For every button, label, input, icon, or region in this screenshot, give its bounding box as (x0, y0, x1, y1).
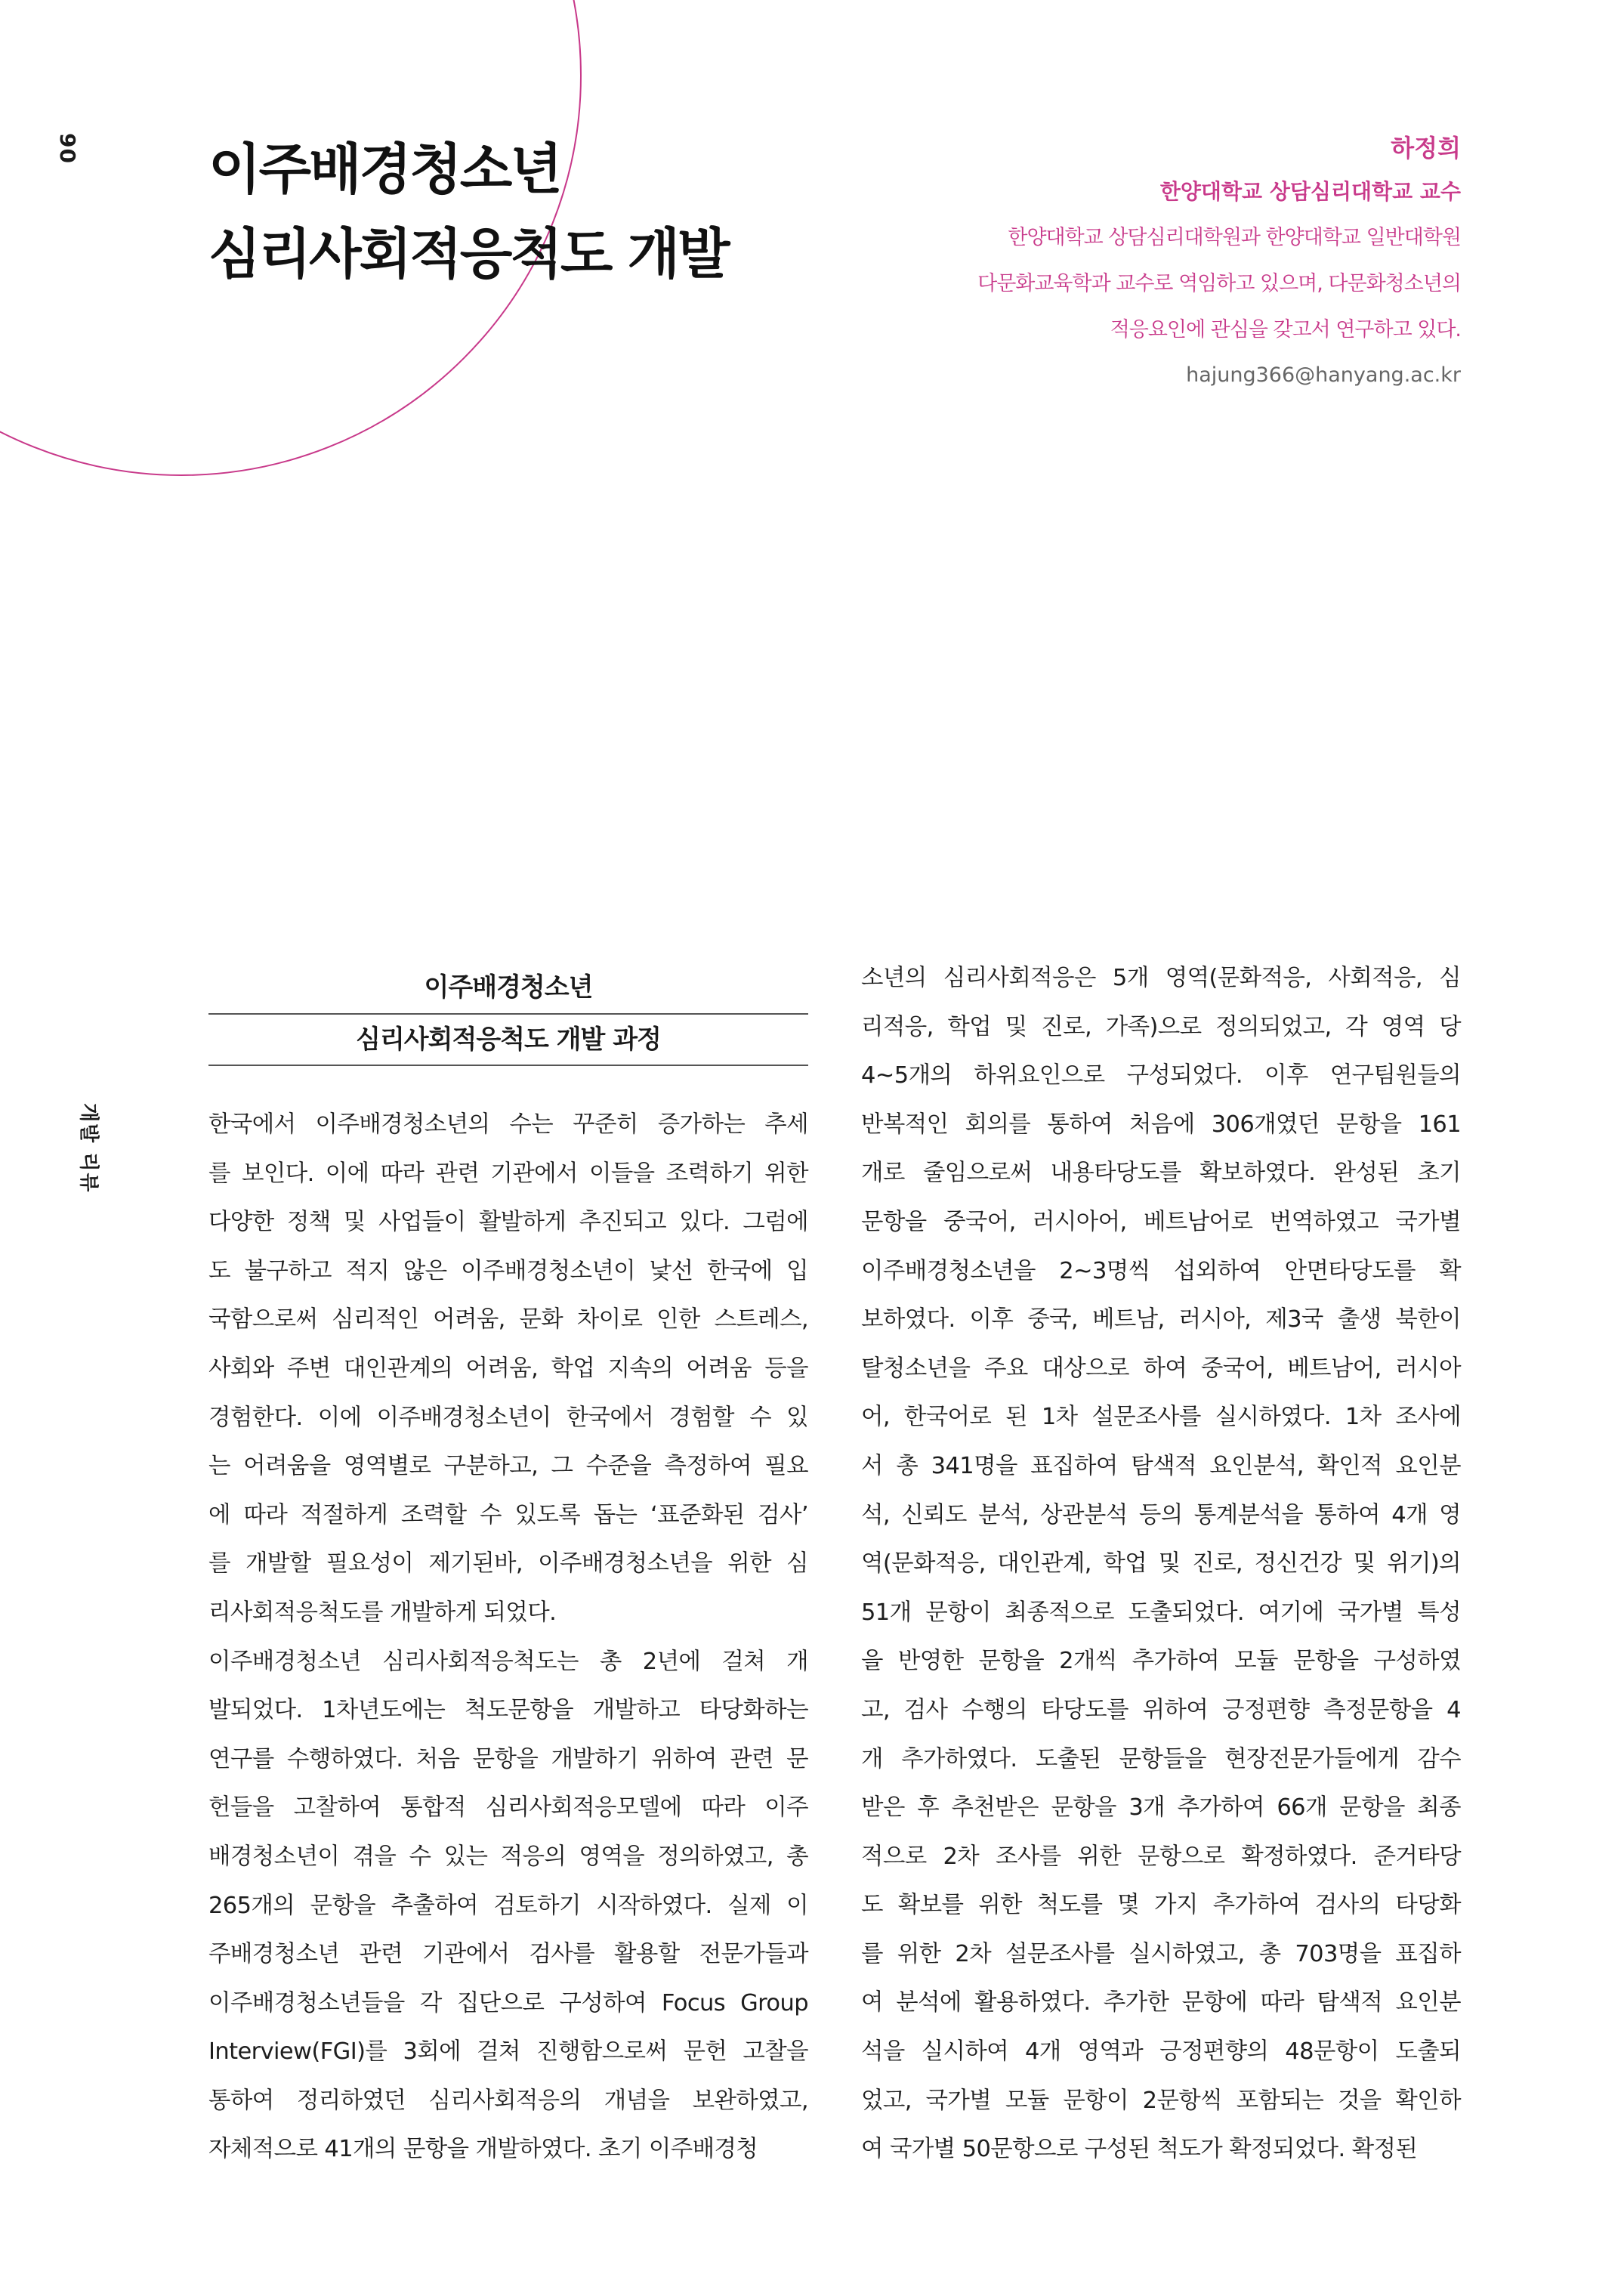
body-text-line: 반복적인 회의를 통하여 처음에 306개였던 문항을 161 (861, 1111, 1461, 1138)
section-heading-line-1: 이주배경청소년 (208, 963, 808, 1015)
section-heading (208, 963, 808, 1066)
body-column-left (208, 1101, 808, 2174)
body-text-line: 고, 검사 수행의 타당도를 위하여 긍정편향 측정문항을 4 (861, 1696, 1461, 1723)
section-heading-line-2: 심리사회적응척도 개발 과정 (208, 1015, 808, 1066)
body-text-line: 보하였다. 이후 중국, 베트남, 러시아, 제3국 출생 북한이 (861, 1306, 1461, 1333)
side-section-label: 개발 리뷰 (77, 1103, 100, 1194)
body-text-line: Interview(FGI)를 3회에 걸쳐 진행함으로써 문헌 고찰을 (208, 2038, 808, 2066)
body-text-line: 발되었다. 1차년도에는 척도문항을 개발하고 타당화하는 (208, 1697, 808, 1724)
title-line-1: 이주배경청소년 (208, 138, 560, 201)
author-bio-line: 한양대학교 상담심리대학원과 한양대학교 일반대학원 (1008, 226, 1461, 249)
body-text-line: 경험한다. 이에 이주배경청소년이 한국에서 경험할 수 있 (208, 1404, 808, 1431)
author-email: hajung366@hanyang.ac.kr (1186, 363, 1461, 387)
body-text-line: 문항을 중국어, 러시아어, 베트남어로 번역하였고 국가별 (861, 1208, 1461, 1235)
title-line-2: 심리사회적응척도 개발 (208, 222, 728, 286)
author-bio (781, 215, 1461, 353)
author-bio-line: 적응요인에 관심을 갖고서 연구하고 있다. (1110, 318, 1461, 341)
body-text-line: 를 위한 2차 설문조사를 실시하였고, 총 703명을 표집하 (861, 1940, 1461, 1967)
author-bio-line: 다문화교육학과 교수로 역임하고 있으며, 다문화청소년의 (977, 272, 1461, 295)
body-column-right (861, 954, 1461, 2174)
body-text-line: 국함으로써 심리적인 어려움, 문화 차이로 인한 스트레스, (208, 1306, 808, 1333)
body-text-line: 소년의 심리사회적응은 5개 영역(문화적응, 사회적응, 심 (861, 965, 1461, 991)
body-text-line: 었고, 국가별 모듈 문항이 2문항씩 포함되는 것을 확인하 (861, 2087, 1461, 2114)
body-text-line: 여 분석에 활용하였다. 추가한 문항에 따라 탐색적 요인분 (861, 1989, 1461, 2016)
body-text-line: 는 어려움을 영역별로 구분하고, 그 수준을 측정하여 필요 (208, 1453, 808, 1480)
body-text-line: 한국에서 이주배경청소년의 수는 꾸준히 증가하는 추세 (208, 1111, 808, 1138)
body-text-line: 도 불구하고 적지 않은 이주배경청소년이 낯선 한국에 입 (208, 1257, 808, 1284)
page-number: 90 (55, 133, 80, 164)
body-text-line: 탈청소년을 주요 대상으로 하여 중국어, 베트남어, 러시아 (861, 1355, 1461, 1382)
body-text-line: 받은 후 추천받은 문항을 3개 추가하여 66개 문항을 최종 (861, 1794, 1461, 1822)
body-text-line: 석을 실시하여 4개 영역과 긍정편향의 48문항이 도출되 (861, 2038, 1461, 2066)
body-text-line: 사회와 주변 대인관계의 어려움, 학업 지속의 어려움 등을 (208, 1355, 808, 1382)
body-text-line: 51개 문항이 최종적으로 도출되었다. 여기에 국가별 특성 (861, 1599, 1461, 1626)
body-text-line: 연구를 수행하였다. 처음 문항을 개발하기 위하여 관련 문 (208, 1745, 808, 1772)
body-text-line: 이주배경청소년 심리사회적응척도는 총 2년에 걸쳐 개 (208, 1648, 808, 1675)
body-text-line: 적으로 2차 조사를 위한 문항으로 확정하였다. 준거타당 (861, 1843, 1461, 1870)
article-title (208, 127, 783, 296)
body-text-line: 주배경청소년 관련 기관에서 검사를 활용할 전문가들과 (208, 1941, 808, 1968)
body-text-line: 를 개발할 필요성이 제기된바, 이주배경청소년을 위한 심 (208, 1550, 808, 1578)
body-text-line: 에 따라 적절하게 조력할 수 있도록 돕는 ‘표준화된 검사’ (208, 1501, 808, 1528)
body-text-line: 서 총 341명을 표집하여 탐색적 요인분석, 확인적 요인분 (861, 1452, 1461, 1479)
body-text-line: 을 반영한 문항을 2개씩 추가하여 모듈 문항을 구성하였 (861, 1648, 1461, 1675)
body-text-line: 배경청소년이 겪을 수 있는 적응의 영역을 정의하였고, 총 (208, 1843, 808, 1870)
body-text-line: 개 추가하였다. 도출된 문항들을 현장전문가들에게 감수 (861, 1745, 1461, 1772)
body-text-line: 이주배경청소년을 2~3명씩 섭외하여 안면타당도를 확 (861, 1257, 1461, 1284)
body-text-line: 개로 줄임으로써 내용타당도를 확보하였다. 완성된 초기 (861, 1160, 1461, 1187)
author-block (781, 127, 1461, 398)
body-text-line: 어, 한국어로 된 1차 설문조사를 실시하였다. 1차 조사에 (861, 1404, 1461, 1431)
body-text-line: 리적응, 학업 및 진로, 가족)으로 정의되었고, 각 영역 당 (861, 1013, 1461, 1040)
body-text-line: 이주배경청소년들을 각 집단으로 구성하여 Focus Group (208, 1989, 808, 2016)
body-text-line: 다양한 정책 및 사업들이 활발하게 추진되고 있다. 그럼에 (208, 1209, 808, 1236)
body-text-line: 자체적으로 41개의 문항을 개발하였다. 초기 이주배경청 (208, 2136, 758, 2163)
body-text-line: 석, 신뢰도 분석, 상관분석 등의 통계분석을 통하여 4개 영 (861, 1501, 1461, 1528)
body-text-line: 리사회적응척도를 개발하게 되었다. (208, 1599, 557, 1626)
author-name: 하정희 (1391, 134, 1461, 162)
author-role: 한양대학교 상담심리대학교 교수 (1159, 179, 1461, 204)
body-text-line: 헌들을 고찰하여 통합적 심리사회적응모델에 따라 이주 (208, 1794, 808, 1822)
body-text-line: 통하여 정리하였던 심리사회적응의 개념을 보완하였고, (208, 2087, 808, 2114)
body-text-line: 도 확보를 위한 척도를 몇 가지 추가하여 검사의 타당화 (861, 1892, 1461, 1919)
body-text-line: 역(문화적응, 대인관계, 학업 및 진로, 정신건강 및 위기)의 (861, 1550, 1461, 1578)
body-text-line: 를 보인다. 이에 따라 관련 기관에서 이들을 조력하기 위한 (208, 1160, 808, 1187)
body-text-line: 4~5개의 하위요인으로 구성되었다. 이후 연구팀원들의 (861, 1062, 1461, 1089)
body-text-line: 여 국가별 50문항으로 구성된 척도가 확정되었다. 확정된 (861, 2136, 1418, 2163)
body-text-line: 265개의 문항을 추출하여 검토하기 시작하였다. 실제 이 (208, 1892, 808, 1919)
